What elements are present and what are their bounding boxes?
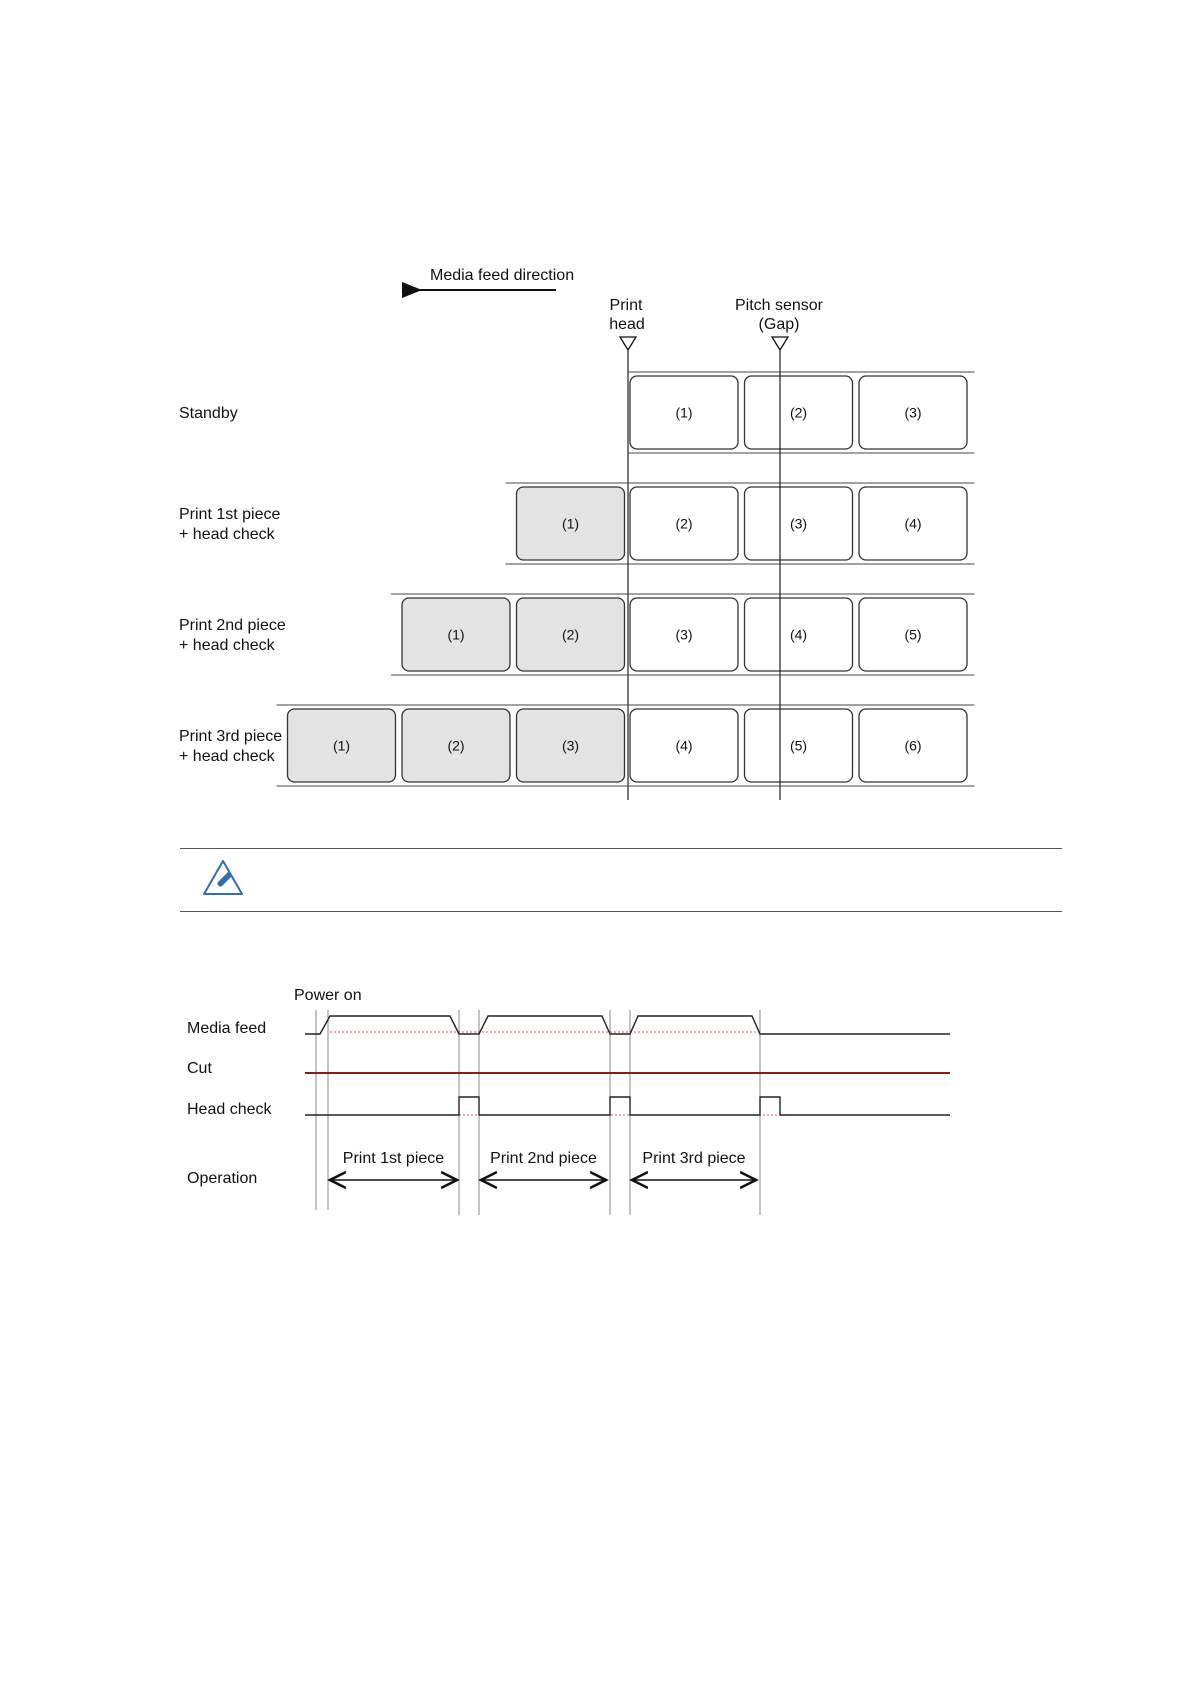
head-check-signal — [305, 1097, 950, 1115]
row-sublabel: + head check — [179, 637, 275, 654]
power-on-label: Power on — [294, 987, 362, 1004]
label-number: (1) — [561, 515, 580, 532]
label-number: (3) — [561, 737, 580, 754]
media-feed-diagram — [0, 0, 1191, 800]
label-number: (5) — [789, 737, 808, 754]
print-head-label-1: Print — [609, 297, 643, 314]
row-sublabel: + head check — [179, 748, 275, 765]
direction-label: Media feed direction — [430, 267, 575, 284]
pitch-sensor-label-1: Pitch sensor — [734, 297, 824, 314]
label-number: (2) — [561, 626, 580, 643]
feed-row — [179, 483, 975, 564]
row-label: Print 3rd piece — [179, 728, 283, 745]
media-feed-signal — [305, 1016, 950, 1034]
label-number: (5) — [904, 626, 922, 643]
operation-label: Print 3rd piece — [642, 1150, 746, 1167]
row-label: Standby — [179, 405, 238, 422]
timing-chart — [0, 960, 1191, 1220]
label-number: (3) — [789, 515, 808, 532]
label-number: (6) — [904, 737, 922, 754]
label-number: (2) — [447, 737, 465, 754]
note-bar — [180, 848, 1062, 912]
label-number: (2) — [675, 515, 693, 532]
feed-rows — [179, 372, 975, 786]
label-number: (2) — [789, 404, 808, 421]
label-number: (4) — [904, 515, 922, 532]
operation-label: Print 1st piece — [342, 1150, 445, 1167]
label-number: (4) — [675, 737, 693, 754]
guide-lines — [316, 1010, 760, 1215]
label-number: (1) — [447, 626, 465, 643]
label-number: (1) — [675, 404, 693, 421]
print-head-label-2: head — [609, 316, 645, 333]
operations — [330, 1150, 756, 1180]
label-number: (3) — [675, 626, 693, 643]
label-number: (1) — [332, 737, 351, 754]
feed-row — [179, 372, 975, 453]
pitch-sensor-marker — [772, 337, 788, 350]
row-label: Print 1st piece — [179, 506, 281, 523]
signal-label-cut: Cut — [187, 1060, 212, 1077]
pencil-note-icon — [202, 858, 244, 898]
label-number: (3) — [904, 404, 922, 421]
feed-row — [179, 705, 975, 786]
signal-label-head-check: Head check — [187, 1101, 272, 1118]
row-sublabel: + head check — [179, 526, 275, 543]
operation-label: Print 2nd piece — [490, 1150, 597, 1167]
row-label: Print 2nd piece — [179, 617, 286, 634]
pitch-sensor-label-2: (Gap) — [758, 316, 800, 333]
signal-label-media-feed: Media feed — [187, 1020, 267, 1037]
print-head-marker — [620, 337, 636, 350]
feed-row — [179, 594, 975, 675]
label-number: (4) — [789, 626, 808, 643]
signal-label-operation: Operation — [187, 1170, 258, 1187]
